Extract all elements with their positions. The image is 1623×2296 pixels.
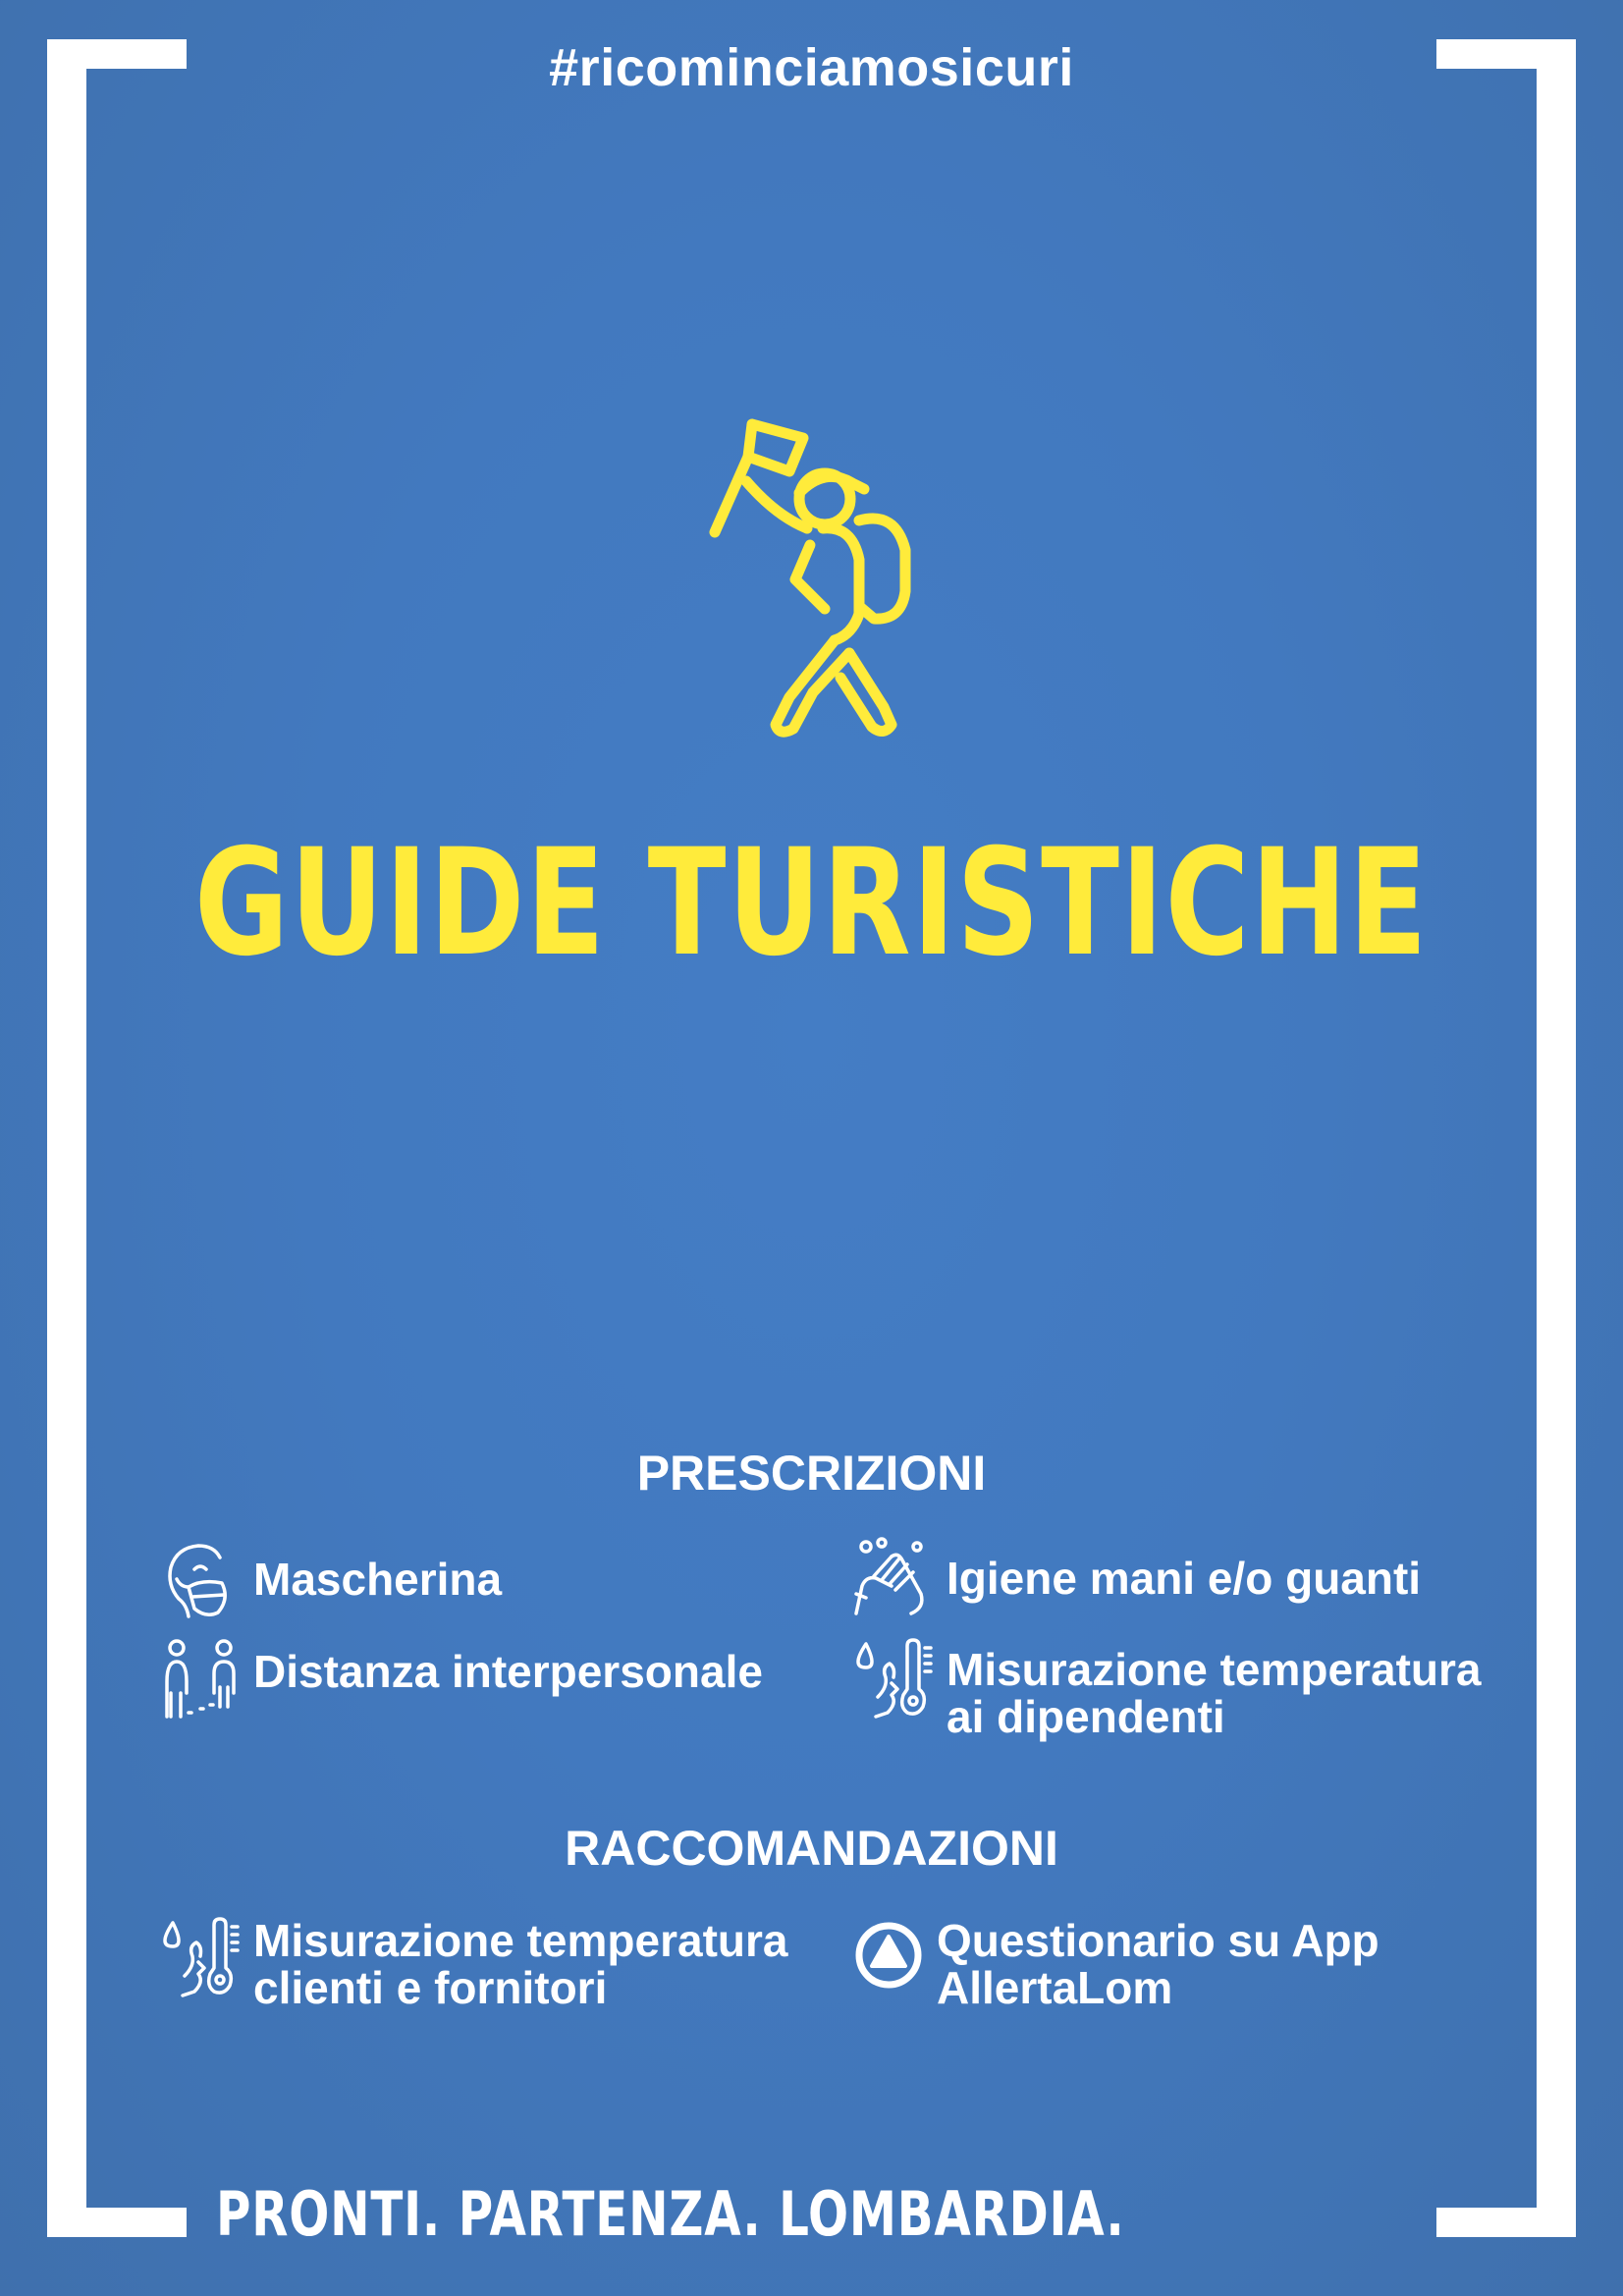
prescription-label-line1: Misurazione temperatura — [947, 1644, 1482, 1695]
prescription-label: Distanza interpersonale — [253, 1646, 763, 1697]
recommendation-label-line1: Misurazione temperatura — [253, 1915, 788, 1966]
face-mask-icon — [159, 1540, 240, 1620]
prescription-item-distanza — [159, 1638, 763, 1719]
prescription-label-group — [947, 1646, 1481, 1740]
hashtag: #ricominciamosicuri — [549, 38, 1074, 97]
recommendation-item-questionario — [854, 1917, 1380, 2011]
temperature-check-icon — [159, 1917, 240, 1997]
section-title-prescrizioni: PRESCRIZIONI — [636, 1446, 987, 1501]
allertalom-app-icon — [854, 1921, 923, 1990]
hand-washing-icon — [852, 1537, 933, 1617]
recommendation-label-line2: AllertaLom — [937, 1962, 1173, 2013]
temperature-check-icon — [852, 1638, 933, 1719]
recommendation-label-line2: clienti e fornitori — [253, 1962, 608, 2013]
prescription-label-line2: ai dipendenti — [947, 1691, 1225, 1742]
recommendation-label-line1: Questionario su App — [937, 1915, 1380, 1966]
section-title-raccomandazioni: RACCOMANDAZIONI — [565, 1821, 1058, 1876]
social-distance-icon — [159, 1638, 240, 1719]
main-title: GUIDE TURISTICHE — [193, 818, 1430, 989]
prescription-label: Igiene mani e/o guanti — [947, 1553, 1422, 1604]
recommendation-label-group — [937, 1917, 1380, 2011]
tour-guide-with-flag-icon — [687, 412, 943, 746]
recommendation-label-group — [253, 1917, 787, 2011]
prescription-item-igiene-mani — [852, 1537, 1421, 1617]
footer-slogan: PRONTI. PARTENZA. LOMBARDIA. — [216, 2178, 1125, 2250]
prescription-item-mascherina — [159, 1540, 502, 1620]
recommendation-item-temperatura-clienti — [159, 1917, 787, 2011]
prescription-item-temperatura-dipendenti — [852, 1638, 1481, 1740]
prescription-label: Mascherina — [253, 1554, 503, 1605]
